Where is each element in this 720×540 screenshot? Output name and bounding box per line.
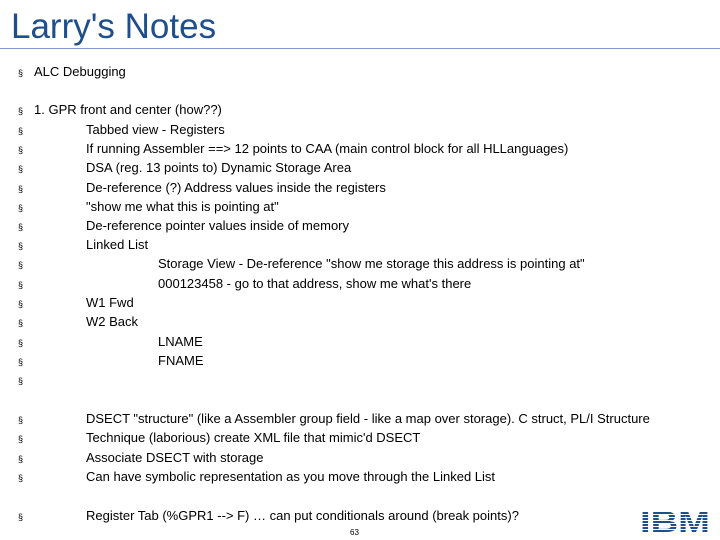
bullet-icon: §: [18, 106, 24, 116]
bullet-icon: §: [18, 415, 24, 425]
note-line: De-reference pointer values inside of memory: [86, 218, 350, 233]
note-line: W1 Fwd: [86, 295, 134, 310]
bullet-icon: §: [18, 357, 24, 367]
note-line: If running Assembler ==> 12 points to CAA (main control block for all HLLanguages): [86, 141, 569, 156]
bullet-icon: §: [18, 280, 24, 290]
bullet-icon: §: [18, 184, 24, 194]
note-line: Register Tab (%GPR1 --> F) … can put conditionals around (break points)?: [86, 508, 519, 523]
slide-title: Larry's Notes: [11, 7, 217, 46]
note-line: DSA (reg. 13 points to) Dynamic Storage Area: [86, 160, 352, 175]
bullet-icon: §: [18, 68, 24, 78]
bullet-icon: §: [18, 318, 24, 328]
bullet-icon: §: [18, 512, 24, 522]
note-line: Linked List: [86, 237, 149, 252]
page-number: 63: [350, 528, 359, 537]
bullet-icon: §: [18, 260, 24, 270]
note-line: DSECT "structure" (like a Assembler group field - like a map over storage). C struct, PL/I Structure: [86, 411, 650, 426]
bullet-icon: §: [18, 299, 24, 309]
note-line: W2 Back: [86, 314, 139, 329]
bullet-icon: §: [18, 222, 24, 232]
bullet-icon: §: [18, 145, 24, 155]
bullet-icon: §: [18, 338, 24, 348]
note-line: "show me what this is pointing at": [86, 199, 279, 214]
note-line: Technique (laborious) create XML file that mimic'd DSECT: [86, 430, 421, 445]
bullet-icon: §: [18, 473, 24, 483]
bullet-icon: §: [18, 203, 24, 213]
note-line: De-reference (?) Address values inside the registers: [86, 180, 386, 195]
note-line: 1. GPR front and center (how??): [34, 102, 222, 117]
note-line: LNAME: [158, 334, 203, 349]
bullet-icon: §: [18, 241, 24, 251]
bullet-icon: §: [18, 126, 24, 136]
note-line: ALC Debugging: [34, 64, 126, 79]
bullet-icon: §: [18, 434, 24, 444]
bullet-icon: §: [18, 164, 24, 174]
note-line: Storage View - De-reference "show me storage this address is pointing at": [158, 256, 585, 271]
note-line: Can have symbolic representation as you move through the Linked List: [86, 469, 496, 484]
note-line: 000123458 - go to that address, show me what's there: [158, 276, 472, 291]
note-line: Tabbed view - Registers: [86, 122, 225, 137]
bullet-icon: §: [18, 376, 24, 386]
note-line: FNAME: [158, 353, 204, 368]
note-line: Associate DSECT with storage: [86, 450, 264, 465]
ibm-logo: [638, 506, 712, 536]
bullet-icon: §: [18, 454, 24, 464]
